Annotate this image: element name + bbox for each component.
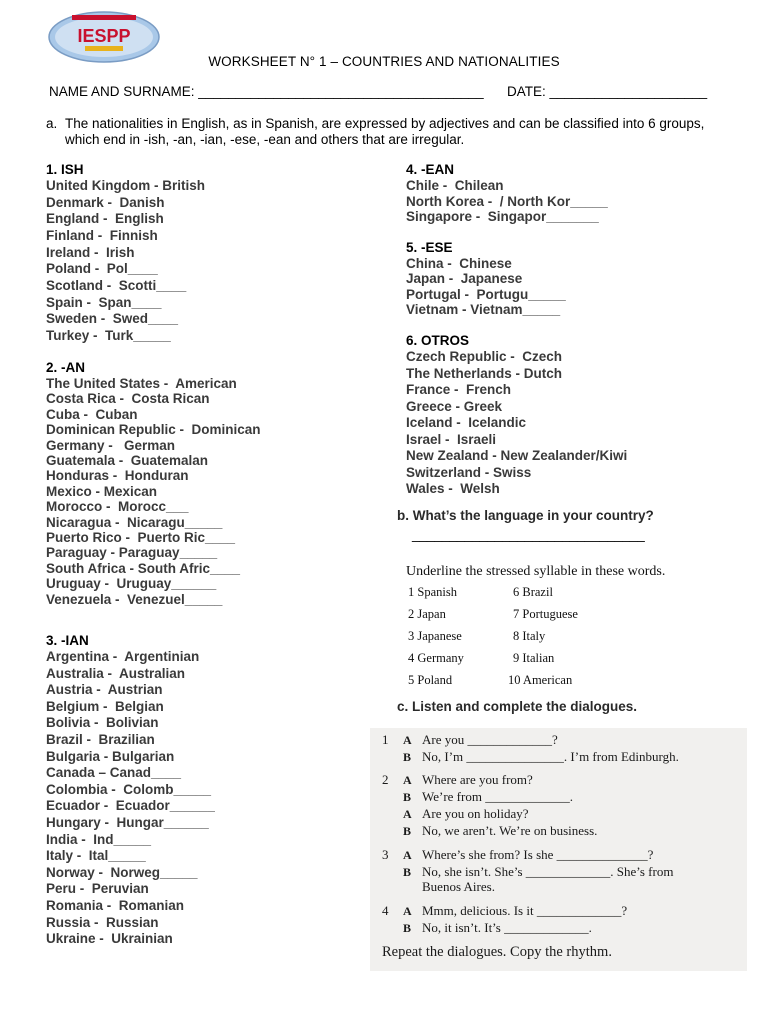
list-item: England - English: [46, 211, 164, 227]
dialogues-box: [370, 728, 747, 971]
list-item: Bolivia - Bolivian: [46, 715, 159, 731]
worksheet-title: WORKSHEET N° 1 – COUNTRIES AND NATIONALITIES: [208, 54, 560, 69]
speaker-a: A: [403, 904, 412, 918]
list-item: Switzerland - Swiss: [406, 464, 532, 480]
list-item: Venezuela - Venezuel_____: [46, 591, 223, 607]
list-item: Peru - Peruvian: [46, 881, 149, 897]
section-heading: 5. -ESE: [406, 240, 453, 255]
list-item: Ecuador - Ecuador______: [46, 798, 215, 814]
list-item: Mexico - Mexican: [46, 483, 158, 499]
section-heading: 4. -EAN: [406, 162, 455, 177]
section-an: [46, 360, 261, 607]
stress-word[interactable]: 3 Japanese: [408, 629, 462, 643]
dialogue-line: No, we aren’t. We’re on business.: [422, 823, 598, 838]
speaker-a: A: [403, 807, 412, 821]
list-item: Portugal - Portugu_____: [406, 286, 566, 302]
dialogue-number: 4: [382, 903, 389, 918]
speaker-b: B: [403, 824, 412, 838]
dialogue-line[interactable]: Mmm, delicious. Is it _____________?: [422, 903, 628, 918]
stress-word[interactable]: 6 Brazil: [513, 585, 553, 599]
dialogue-line[interactable]: No, she isn’t. She’s _____________. She’s from: [422, 864, 674, 879]
list-item: Vietnam - Vietnam_____: [406, 302, 561, 318]
ean-list: [406, 178, 608, 225]
list-item: Japan - Japanese: [406, 271, 523, 287]
stress-exercise: [400, 561, 730, 693]
list-item: South Africa - South Afric____: [46, 560, 241, 576]
dialogue-line[interactable]: No, I’m _______________. I’m from Edinburgh.: [422, 749, 679, 764]
stress-word[interactable]: 5 Poland: [408, 673, 453, 687]
section-heading: 6. OTROS: [406, 333, 470, 348]
logo-text: IESPP: [77, 26, 131, 46]
section-ish: [46, 162, 205, 345]
list-item: Bulgaria - Bulgarian: [46, 748, 175, 764]
dialogue-line[interactable]: Where’s she from? Is she ______________?: [422, 847, 654, 862]
dialogues-footer: Repeat the dialogues. Copy the rhythm.: [382, 944, 612, 960]
ese-list: [406, 256, 566, 318]
list-item: The Netherlands - Dutch: [406, 365, 563, 381]
list-item: Puerto Rico - Puerto Ric____: [46, 530, 236, 546]
list-item: Cuba - Cuban: [46, 406, 138, 422]
section-heading: 3. -IAN: [46, 633, 89, 648]
stress-heading: Underline the stressed syllable in these words.: [406, 564, 666, 579]
list-item: Belgium - Belgian: [46, 698, 164, 714]
list-item: Hungary - Hungar______: [46, 814, 209, 830]
list-item: Uruguay - Uruguay______: [46, 576, 217, 592]
section-ian: [46, 633, 215, 948]
list-item: Nicaragua - Nicaragu_____: [46, 514, 223, 530]
stress-word[interactable]: 10 American: [508, 673, 573, 687]
section-heading: 1. ISH: [46, 162, 84, 177]
list-item: Morocco - Morocc___: [46, 499, 189, 515]
dialogue-number: 3: [382, 847, 389, 862]
dialogue-line[interactable]: Are you _____________?: [422, 732, 558, 747]
language-question: b. What’s the language in your country?: [397, 508, 654, 523]
list-item: New Zealand - New Zealander/Kiwi: [406, 448, 628, 463]
speaker-a: A: [403, 773, 412, 787]
date-field[interactable]: DATE: _____________________: [507, 84, 708, 99]
list-item: Norway - Norweg_____: [46, 864, 198, 880]
list-item: Ukraine - Ukrainian: [46, 931, 173, 947]
list-item: United Kingdom - British: [46, 178, 205, 193]
language-answer-blank[interactable]: _______________________________: [412, 527, 645, 542]
dialogue-line: Buenos Aires.: [422, 879, 495, 894]
list-item: Costa Rica - Costa Rican: [46, 391, 210, 407]
dialogue-line[interactable]: We’re from _____________.: [422, 789, 573, 804]
list-item: India - Ind_____: [46, 831, 152, 847]
speaker-b: B: [403, 750, 412, 764]
list-item: Scotland - Scotti____: [46, 277, 187, 293]
name-field[interactable]: NAME AND SURNAME: ______________________________________: [49, 84, 484, 99]
an-list: [46, 376, 261, 607]
list-item: Australia - Australian: [46, 665, 186, 681]
speaker-b: B: [403, 865, 412, 879]
list-item: Sweden - Swed____: [46, 311, 179, 327]
dialogue-number: 2: [382, 772, 389, 787]
list-item: Austria - Austrian: [46, 682, 163, 698]
intro-letter: a.: [46, 116, 58, 131]
stress-word[interactable]: 4 Germany: [408, 651, 464, 665]
list-item: Chile - Chilean: [406, 178, 504, 193]
list-item: Guatemala - Guatemalan: [46, 453, 209, 469]
list-item: Singapore - Singapor_______: [406, 209, 599, 225]
dialogue-line[interactable]: No, it isn’t. It’s _____________.: [422, 920, 592, 935]
stress-word[interactable]: 9 Italian: [513, 651, 555, 665]
intro-paragraph: [46, 116, 726, 148]
ish-list: [46, 178, 205, 345]
list-item: Czech Republic - Czech: [406, 349, 563, 364]
list-item: Germany - German: [46, 437, 176, 453]
speaker-b: B: [403, 790, 412, 804]
list-item: Colombia - Colomb_____: [46, 781, 212, 797]
list-item: Denmark - Danish: [46, 194, 165, 210]
list-item: Israel - Israeli: [406, 431, 497, 447]
list-item: Turkey - Turk_____: [46, 327, 171, 343]
stress-word[interactable]: 1 Spanish: [408, 585, 457, 599]
otros-list: [406, 349, 627, 498]
list-item: Canada – Canad____: [46, 765, 182, 781]
dialogue-number: 1: [382, 732, 389, 747]
list-item: Iceland - Icelandic: [406, 415, 527, 430]
list-item: Russia - Russian: [46, 914, 159, 930]
dialogues-heading: c. Listen and complete the dialogues.: [397, 699, 638, 714]
dialogue-line: Where are you from?: [422, 772, 533, 787]
list-item: North Korea - / North Kor_____: [406, 193, 608, 209]
list-item: Poland - Pol____: [46, 261, 158, 277]
list-item: The United States - American: [46, 376, 237, 391]
speaker-b: B: [403, 921, 412, 935]
dialogue-line: Are you on holiday?: [422, 806, 529, 821]
list-item: France - French: [406, 382, 512, 397]
ian-list: [46, 649, 215, 948]
section-otros: [406, 333, 627, 498]
section-heading: 2. -AN: [46, 360, 86, 375]
speaker-a: A: [403, 848, 412, 862]
list-item: Spain - Span____: [46, 294, 162, 310]
list-item: Italy - Ital_____: [46, 848, 146, 864]
intro-text: The nationalities in English, as in Spanish, are expressed by adjectives and can be classified into 6 groups, which end in -ish, -an, -ian, -ese, -ean and others that are irregular.: [65, 116, 705, 147]
list-item: Paraguay - Paraguay_____: [46, 545, 218, 561]
list-item: Finland - Finnish: [46, 227, 158, 243]
list-item: Argentina - Argentinian: [46, 649, 200, 664]
stress-word[interactable]: 7 Portuguese: [513, 607, 578, 621]
list-item: Ireland - Irish: [46, 244, 135, 260]
section-ean: [406, 162, 608, 225]
speaker-a: A: [403, 733, 412, 747]
stress-word[interactable]: 8 Italy: [513, 629, 546, 643]
list-item: China - Chinese: [406, 256, 512, 271]
list-item: Dominican Republic - Dominican: [46, 422, 261, 438]
list-item: Brazil - Brazilian: [46, 731, 155, 747]
list-item: Honduras - Honduran: [46, 468, 189, 484]
list-item: Romania - Romanian: [46, 897, 185, 913]
section-ese: [406, 240, 566, 318]
stress-word[interactable]: 2 Japan: [408, 607, 446, 621]
list-item: Wales - Welsh: [406, 481, 500, 496]
list-item: Greece - Greek: [406, 398, 503, 414]
